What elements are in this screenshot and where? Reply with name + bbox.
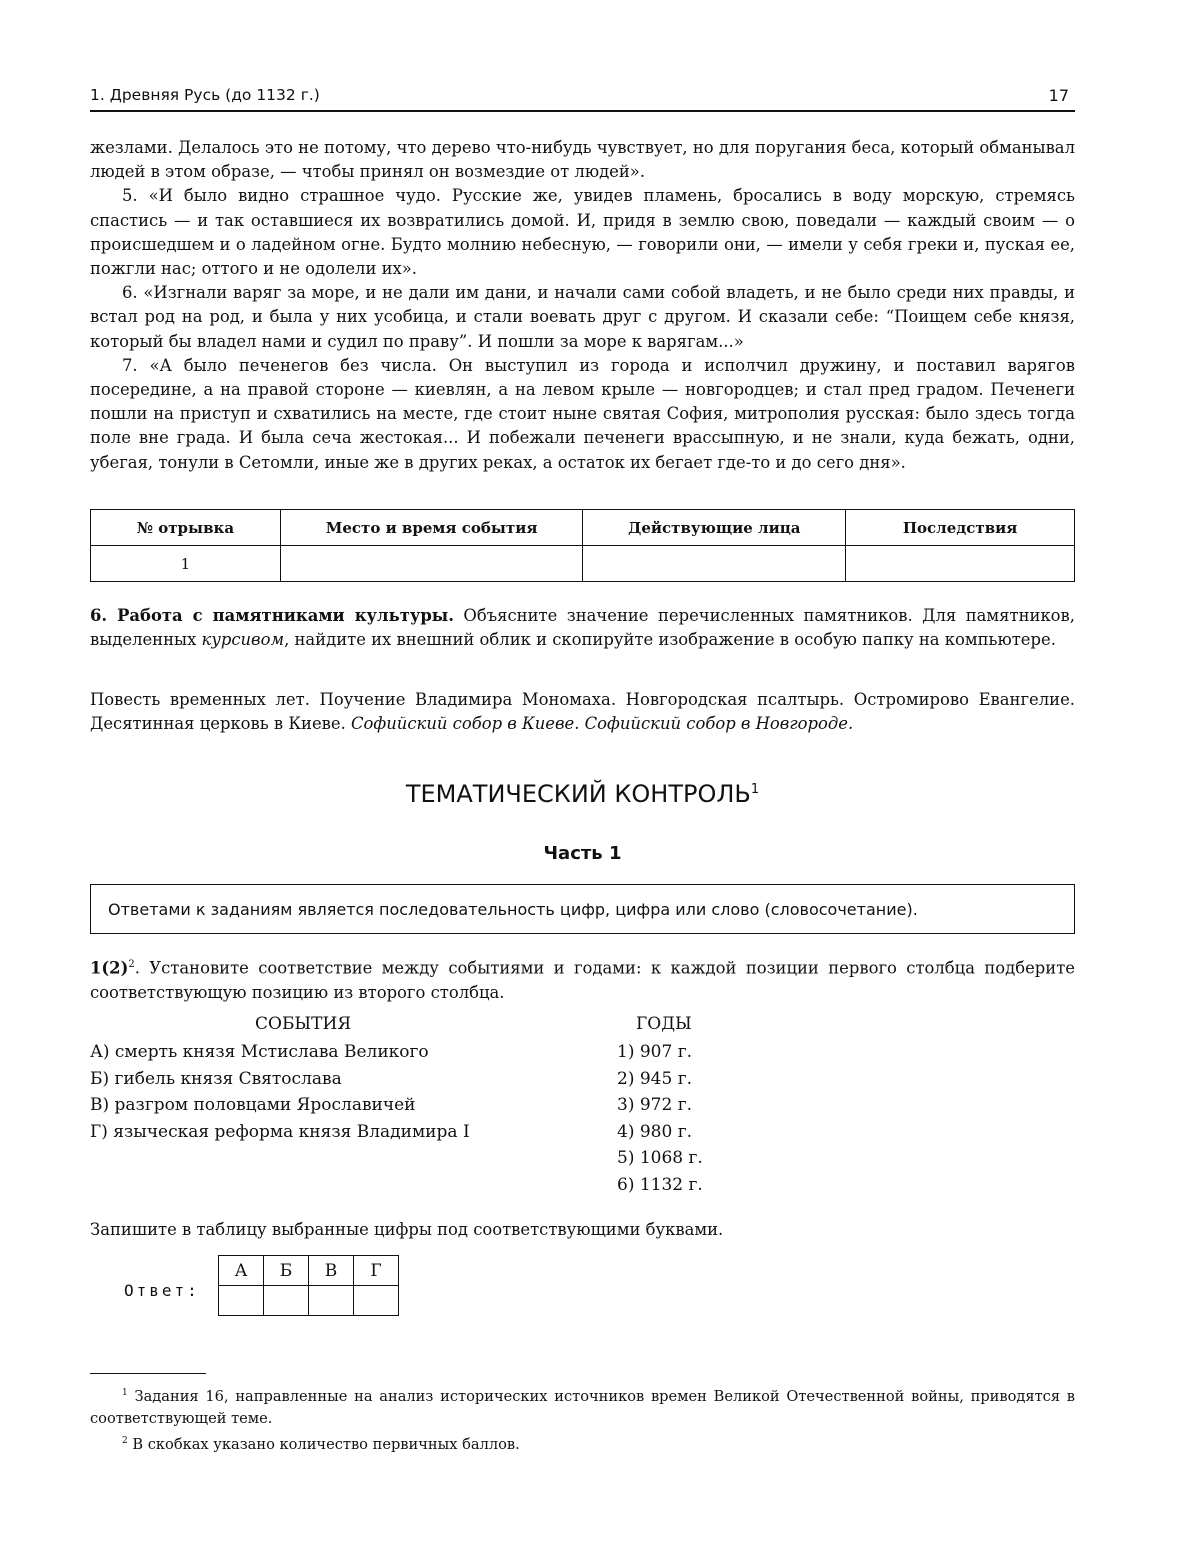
- list-item: Г) языческая реформа князя Владимира I: [90, 1121, 470, 1142]
- excerpt-4-end: жезлами. Делалось это не потому, что дерево что-нибудь чувствует, но для поругания беса, который обманывал людей в этом образе, — чтобы принял он возмездие от людей».: [90, 138, 1075, 182]
- list-item: Б) гибель князя Святослава: [90, 1068, 342, 1089]
- list-item: 5) 1068 г.: [617, 1148, 703, 1168]
- column-header-consequences: Последствия: [846, 510, 1075, 546]
- chapter-title: 1. Древняя Русь (до 1132 г.): [90, 86, 320, 104]
- monuments-plain: Повесть временных лет. Поучение Владимира Мономаха. Новгородская псалтырь. Остромирово Евангелие. Десятинная церковь в Киеве.: [90, 690, 1075, 734]
- task-6-text-b: , найдите их внешний облик и скопируйте изображение в особую папку на компьютере.: [284, 630, 1056, 650]
- events-header: СОБЫТИЯ: [255, 1014, 352, 1034]
- task-6-text-a: Объясните значение перечисленных памятников. Для памятников, выделенных: [90, 606, 1075, 650]
- answer-letter-g: Г: [354, 1256, 399, 1286]
- table-row: [91, 546, 1075, 582]
- footnotes: [90, 1382, 1075, 1456]
- section-title: [90, 780, 1075, 808]
- task-6-title: 6. Работа с памятниками культуры.: [90, 606, 454, 625]
- task-6: [90, 604, 1075, 652]
- answer-grid-letters: [219, 1256, 399, 1286]
- question-1: [90, 953, 1075, 1005]
- footnote-marker-2: 2: [128, 959, 135, 970]
- answer-grid-inputs: [219, 1286, 399, 1316]
- footnote-1-number: 1: [122, 1388, 128, 1398]
- column-header-place-time: Место и время события: [280, 510, 583, 546]
- answer-letter-a: А: [219, 1256, 264, 1286]
- cell-fragment-number: 1: [91, 546, 281, 582]
- list-item: 3) 972 г.: [617, 1095, 693, 1115]
- answer-label: Ответ:: [124, 1281, 200, 1300]
- task-6-italic: курсивом: [201, 630, 285, 650]
- answer-cell-g[interactable]: [354, 1286, 399, 1316]
- column-header-actors: Действующие лица: [583, 510, 846, 546]
- footnote-1: [90, 1382, 1075, 1430]
- section-title-text: ТЕМАТИЧЕСКИЙ КОНТРОЛЬ: [405, 780, 751, 808]
- answer-cell-v[interactable]: [309, 1286, 354, 1316]
- cell-consequences[interactable]: [846, 546, 1075, 582]
- excerpt-7: 7. «А было печенегов без числа. Он выступил из города и исполчил дружину, и поставил варягов посередине, а на правой стороне — киевлян, а на левом крыле — новгородцев; и стал пред градом. Печенеги пошли на приступ и схватились на месте, где стоит ныне святая София, митрополия русская: было здесь тогда поле вне града. И была сеча жестокая... И побежали печенеги врассыпную, и не знали, куда бежать, одни, убегая, тонули в Сетомли, иные же в других реках, а остаток их бегает где-то и до сего дня».: [90, 355, 1075, 472]
- cell-place-time[interactable]: [280, 546, 583, 582]
- excerpt-6: 6. «Изгнали варяг за море, и не дали им дани, и начали сами собой владеть, и не было среди них правды, и встал род на род, и была у них усобица, и стали воевать друг с другом. И сказали себе: “Поищем себе князя, который бы владел нами и судил по праву”. И пошли за море к варягам...»: [90, 283, 1075, 351]
- list-item: 4) 980 г.: [617, 1121, 693, 1142]
- question-1-text: . Установите соответствие между событиями и годами: к каждой позиции первого столбца подберите соответствующую позицию из второго столбца.: [90, 958, 1075, 1002]
- table-header-row: [91, 510, 1075, 546]
- answer-letter-v: В: [309, 1256, 354, 1286]
- list-item: В) разгром половцами Ярославичей: [90, 1095, 416, 1115]
- cell-actors[interactable]: [583, 546, 846, 582]
- list-item: 6) 1132 г.: [617, 1174, 703, 1195]
- footnote-separator: [90, 1373, 206, 1374]
- footnote-1-text: Задания 16, направленные на анализ исторических источников времен Великой Отечественной войны, приводятся в соответствующей теме.: [90, 1387, 1075, 1427]
- column-header-fragment-number: № отрывка: [91, 510, 281, 546]
- answer-cell-a[interactable]: [219, 1286, 264, 1316]
- running-head: [90, 84, 1075, 112]
- source-excerpts: [90, 136, 1075, 475]
- footnote-marker-1: 1: [750, 782, 760, 797]
- footnote-2-text: В скобках указано количество первичных баллов.: [127, 1435, 520, 1453]
- answer-format-text: Ответами к заданиям является последовательность цифр, цифра или слово (словосочетание).: [108, 900, 918, 919]
- monuments-list: [90, 688, 1075, 736]
- answer-format-note: [90, 884, 1075, 934]
- part-title: Часть 1: [543, 843, 622, 864]
- answer-letter-b: Б: [264, 1256, 309, 1286]
- excerpt-5: 5. «И было видно страшное чудо. Русские же, увидев пламень, бросались в воду морскую, стремясь спастись — и так оставшиеся их возвратились домой. И, придя в землю свою, поведали — каждый своим — о происшедшем и о ладейном огне. Будто молнию небесную, — говорили они, — имели у себя греки и, пуская ее, пожгли нас; оттого и не одолели их».: [90, 186, 1075, 279]
- page-number: 17: [1048, 86, 1069, 105]
- events-list: [90, 1039, 470, 1145]
- list-item: 1) 907 г.: [617, 1042, 693, 1062]
- monuments-italic: Софийский собор в Киеве. Софийский собор в Новгороде.: [351, 714, 854, 734]
- answer-instruction: Запишите в таблицу выбранные цифры под соответствующими буквами.: [90, 1220, 724, 1239]
- question-1-number: 1(2): [90, 958, 129, 978]
- years-header: ГОДЫ: [636, 1014, 692, 1034]
- answer-cell-b[interactable]: [264, 1286, 309, 1316]
- list-item: 2) 945 г.: [617, 1068, 693, 1089]
- list-item: А) смерть князя Мстислава Великого: [90, 1042, 429, 1062]
- footnote-2-number: 2: [122, 1435, 128, 1446]
- years-list: [617, 1039, 703, 1198]
- answer-grid: [218, 1255, 399, 1316]
- fragment-analysis-table: [90, 509, 1075, 582]
- footnote-2: [90, 1430, 1075, 1456]
